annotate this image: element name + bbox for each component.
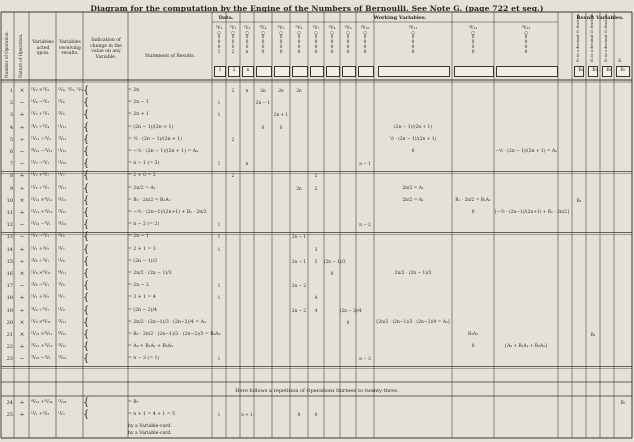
variable-card-statement: by a Variable-card. (128, 424, 172, 429)
operation-symbol: ÷ (19, 185, 25, 192)
variables-acted-upon: ¹V₉ ×⁴V₁₁ (31, 319, 51, 325)
variable-initial: 1 (217, 49, 221, 55)
variable-value-v6: 2n (296, 185, 302, 191)
header-variables-acted-upon: Variables acted upon. (32, 40, 54, 57)
variable-value-v12: 0 (471, 344, 475, 350)
variable-value-b1: B₁ (576, 197, 582, 203)
operation-symbol: − (19, 222, 25, 229)
operation-number: 15 (6, 258, 13, 265)
operation-number: 12 (6, 222, 13, 229)
variable-card-box (378, 66, 450, 77)
bernoulli-diagram-sheet: Diagram for the computation by the Engine of the Numbers of Bernoulli. See Note G. (page 722 et seq.) Data. Working Variables. Result Variables. Number of Operation. Nature of Operation. Variables acted upon. Variables receiving results. Indication of change in the value on any Variable. Statement of Results. ¹V₁ ○ 0 0 0 1 1 ¹V₂ ○ 0 0 0 2 2 ¹V₃ ○ 0 0 0 n n ⁰V₄ ○ 0 0 0 0 ⁰V₅ ○ 0 0 0 0 ⁰V₆ ○ 0 0 0 0 ⁰V₇ ○ 0 0 0 0 ⁰V₈ ○ 0 0 0 0 ⁰V₉ ○ 0 0 0 0 ⁰V₁₀ ○ 0 0 0 0 ⁰V₁₁ ○ 0 0 0 0 ⁰V₁₂ ○ 0 0 0 0 ⁰V₁₃ ○ 0 0 0 0 B₁ in a decimal O₁ fraction. B₁ B₃ in a decimal O₁ fraction. B₃ B₅ in a decimal O₁ fraction. B₅ B₇ B₇ 1 × ¹V₂ ×¹V₃ ¹V₄, ¹V₅, ¹V₆ { = 2n 2 − ¹V₄ −¹V₁ ²V₄ { = 2n − 1 3 + ¹V₅ +¹V₁ ²V₅ { = 2n + 1 4 ÷ ²V₅ ÷²V₄ ¹V₁₁ { = (2n − 1)/(2n + 1) 5 ÷ ¹V₁₁ ÷¹V₂ ²V₁₁ { = ½ · (2n − 1)/(2n + 1) 6 − ⁰V₁₃ −²V₁₁ ¹V₁₃ { = −½ · (2n − 1)/(2n + 1) = A₀ 7 − ¹V₃ −¹V₁ ¹V₁₀ { = n − 1 (= 3) 8 + ¹V₂ +⁰V₇ ¹V₇ { = 2 + 0 = 2 9 ÷ ¹V₆ ÷¹V₇ ³V₁₁ { = 2n/2 = A₁ 10 × ¹V₂₁ ×³V₁₁ ¹V₁₂ { = B₁ · 2n/2 = B₁A₁ 11 + ¹V₁₂ +¹V₁₃ ²V₁₃ { = −½ · (2n−1)/(2n+1) + B₁ · 2n/2 12 − ¹V₁₀ −¹V₁ ²V₁₀ { = n − 2 (= 2) 13 − ¹V₆ −¹V₁ ²V₆ { = 2n − 1 14 + ¹V₁ +¹V₇ ²V₇ { = 2 + 1 = 3 15 ÷ ²V₆ ÷²V₇ ¹V₈ { = (2n − 1)/3 16 × ¹V₈ ×³V₁₁ ⁴V₁₁ { = 2n/2 · (2n − 1)/3 17 − ²V₆ −¹V₁ ³V₆ { = 2n − 2 18 + ¹V₁ +²V₇ ³V₇ { = 3 + 1 = 4 19 ÷ ³V₆ ÷³V₇ ¹V₉ { = (2n − 2)/4 20 × ¹V₉ ×⁴V₁₁ ⁵V₁₁ { = 2n/2 · (2n−1)/3 · (2n−2)/4 = A₃ 21 × ¹V₂₂ ×⁵V₁₁ ⁰V₁₂ { = B₃ · 2n/2 · (2n−1)/3 · (2n−2)/3 = B₃A₃ 22 + ²V₁₂ +²V₁₃ ³V₁₃ { = A₀ + B₁A₁ + B₃A₃ 23 − ²V₁₀ −¹V₁ ³V₁₀ { = n − 3 (= 1) 24 + ⁴V₁₃ +⁰V₂₄ ¹V₂₄ { = B₇ 25 + ¹V₁ +¹V₃ ¹V₃ { = n + 1 = 4 + 1 = 5 by a Variable-card. by a Variable-card. 2 n 2n 2n 2n 1 2n − 1 1 2n + 1 0 0 (2n − 1)/(2n + 1) 2 ½ · (2n − 1)/(2n + 1) 0 −½ · (2n − 1)/(2n + 1) = A₀ 1 n n − 1 2 2 2n 2 2n/2 = A₁ 2n/2 = A₁ B₁ · 2n/2 = B₁A₁ B₁ 0 {−½ · (2n−1)/(2n+1) + B₁ · 2n/2} 1 n − 2 1 2n − 1 1 3 2n − 1 3 (2n − 1)/3 0 2n/2 · (2n − 1)/3 1 2n − 2 1 4 2n − 2 4 (2n − 2)/4 0 {2n/2 · (2n−1)/3 · (2n−2)/4 = A₃} B₃A₃ B₃ 0 {A₀ + B₁A₁ + B₃A₃} 1 n − 3 B₇ 1 n + 1 0 0 Here follows a repetition of Operations thirteen to twenty-three. (0, 0, 634, 442)
statement-of-results: = A₀ + B₁A₁ + B₃A₃ (128, 344, 173, 350)
operation-symbol: ÷ (19, 258, 25, 265)
variables-acted-upon: ¹V₂₂ ×⁵V₁₁ (31, 332, 53, 337)
variables-acted-upon: ¹V₆ ÷¹V₇ (31, 185, 50, 191)
operation-number: 23 (6, 356, 13, 363)
variable-header-3: ¹V₃ ○ 0 0 0 n (243, 26, 251, 55)
variables-acted-upon: ²V₆ −¹V₁ (31, 283, 50, 289)
variable-header-7: ⁰V₇ ○ 0 0 0 0 (312, 26, 320, 55)
variable-header-5: ⁰V₅ ○ 0 0 0 0 (277, 26, 285, 55)
operation-symbol: + (19, 400, 25, 406)
variable-initial: 0 (261, 49, 265, 55)
result-header-2: B₃ in a decimal O₁ fraction. (590, 12, 594, 62)
variable-value-v6: 0 (297, 412, 301, 417)
variables-acted-upon: ⁴V₁₃ +⁰V₂₄ (31, 400, 53, 405)
result-card-box (574, 66, 584, 77)
variables-receiving-results: ¹V₃ (58, 412, 65, 417)
result-box-label: B₁ (578, 68, 584, 73)
variables-acted-upon: ¹V₁ +¹V₇ (31, 246, 50, 252)
variable-name: ⁰V₇ (312, 26, 320, 31)
variables-acted-upon: ¹V₁₂ +¹V₁₃ (31, 210, 53, 215)
operation-symbol: − (19, 100, 25, 107)
variable-value-v7: 2 (314, 173, 318, 179)
variables-receiving-results: ¹V₁₀ (58, 161, 67, 167)
variable-value-v9: (2n − 2)/4 (340, 307, 362, 313)
operation-symbol: − (19, 161, 25, 168)
operation-number: 21 (6, 332, 13, 338)
operation-symbol: + (19, 344, 25, 351)
operation-number: 13 (6, 234, 13, 241)
statement-of-results: = (2n − 1)/(2n + 1) (128, 124, 174, 130)
variables-receiving-results: ¹V₁₃ (58, 149, 67, 154)
operation-symbol: ÷ (19, 307, 25, 314)
variable-name: ⁰V₁₃ (521, 26, 531, 31)
variable-initial: 0 (330, 49, 334, 55)
variables-acted-upon: ¹V₈ ×³V₁₁ (31, 271, 51, 276)
variable-value-v12: 0 (471, 210, 475, 215)
variable-value-v2: 2 (231, 136, 235, 142)
statement-of-results: = n − 1 (= 3) (128, 161, 160, 167)
variable-name: ⁰V₁₁ (408, 26, 418, 31)
operation-number: 22 (6, 344, 13, 351)
variables-acted-upon: ²V₁₂ +²V₁₃ (31, 344, 53, 350)
statement-of-results: = 2n + 1 (128, 112, 149, 118)
variable-card-box (274, 66, 290, 77)
variables-receiving-results: ³V₁₁ (58, 185, 67, 191)
variables-receiving-results: ²V₁₁ (58, 136, 67, 142)
variables-receiving-results: ³V₁₀ (58, 356, 67, 362)
variables-acted-upon: ¹V₄ −¹V₁ (31, 100, 50, 106)
variable-value-v4: 2n − 1 (255, 100, 271, 106)
variables-acted-upon: ¹V₂₁ ×³V₁₁ (31, 197, 53, 203)
variable-value-v1: 1 (217, 100, 221, 106)
variable-card-box (292, 66, 308, 77)
variable-value-v6: 2n − 2 (291, 307, 307, 313)
variable-value-v6: 2n − 1 (291, 234, 307, 240)
result-card-box (616, 66, 630, 77)
variables-receiving-results: ¹V₇ (58, 173, 65, 179)
variables-acted-upon: ¹V₆ −¹V₁ (31, 234, 50, 240)
statement-of-results: = −½ · (2n − 1)/(2n + 1) = A₀ (128, 149, 198, 154)
data-box-value: 2 (232, 68, 236, 73)
variable-initial: 0 (346, 49, 350, 55)
operation-symbol: + (19, 173, 25, 180)
statement-of-results: = 2n − 2 (128, 283, 149, 289)
variable-value-v2: 2 (231, 88, 235, 93)
variable-value-v4: 0 (261, 124, 265, 130)
variable-value-v7: 3 (314, 246, 318, 252)
variable-value-v6: 2n − 2 (291, 283, 307, 289)
variable-value-v8: (2n − 1)/3 (324, 258, 346, 264)
variable-value-v7: 4 (314, 295, 318, 301)
variable-header-8: ⁰V₈ ○ 0 0 0 0 (328, 26, 336, 55)
variable-value-v11: 2n/2 = A₁ (402, 185, 424, 191)
operation-symbol: × (19, 332, 25, 338)
variable-name: ⁰V₅ (277, 26, 285, 31)
result-header-3: B₅ in a decimal O₁ fraction. (604, 12, 608, 62)
operation-symbol: − (19, 283, 25, 290)
variable-name: ⁰V₁₀ (360, 26, 370, 31)
variable-value-v7: 4 (314, 307, 318, 313)
variable-initial: 0 (297, 49, 301, 55)
operation-number: 24 (6, 400, 13, 406)
variable-value-v1: 1 (217, 161, 221, 167)
variable-value-v1: 1 (217, 246, 221, 252)
variable-header-9: ⁰V₉ ○ 0 0 0 0 (344, 26, 352, 55)
variable-value-v11: 2n/2 = A₁ (402, 197, 424, 203)
variable-value-v10: n − 3 (359, 356, 371, 362)
result-box-label: B₇ (620, 68, 626, 73)
operation-symbol: + (19, 412, 25, 418)
variable-value-v5: 2n + 1 (273, 112, 289, 118)
variable-header-11: ⁰V₁₁ ○ 0 0 0 0 (408, 26, 418, 55)
variable-card-box (242, 66, 254, 77)
statement-of-results: = 2n/2 · (2n−1)/3 · (2n−2)/4 = A₃ (128, 319, 206, 325)
variables-receiving-results: ²V₄ (58, 100, 65, 106)
variables-receiving-results: ¹V₉ (58, 307, 65, 313)
operation-number: 8 (9, 173, 13, 180)
operation-symbol: + (19, 295, 25, 302)
statement-of-results: = n − 2 (= 2) (128, 222, 160, 228)
header-nature-of-operation: Nature of Operation. (18, 33, 23, 78)
variables-receiving-results: ¹V₄, ¹V₅, ¹V₆ (58, 88, 84, 93)
variable-name: ⁰V₆ (295, 26, 303, 31)
statement-of-results: = 2 + 1 = 3 (128, 246, 156, 252)
variable-value-v5: 0 (279, 124, 283, 130)
operation-number: 9 (9, 185, 13, 192)
variable-value-v3: n (245, 161, 249, 167)
variable-card-statement: by a Variable-card. (128, 431, 172, 436)
variable-value-b3: B₃ (590, 332, 596, 337)
variables-acted-upon: ¹V₁ +¹V₃ (31, 412, 50, 417)
variables-receiving-results: ⁰V₁₂ (58, 332, 67, 337)
variables-acted-upon: ¹V₂ +⁰V₇ (31, 173, 50, 179)
header-number-of-operation: Number of Operation. (4, 31, 9, 78)
operation-number: 14 (6, 246, 13, 253)
variables-acted-upon: ¹V₁₀ −¹V₁ (31, 222, 51, 228)
variables-receiving-results: ³V₇ (58, 295, 65, 301)
variable-card-box (358, 66, 374, 77)
operation-symbol: × (19, 197, 25, 204)
variables-acted-upon: ⁰V₁₃ −²V₁₁ (31, 149, 53, 154)
variable-value-v6: 2n (296, 88, 302, 93)
variable-value-v13: −½ · (2n − 1)/(2n + 1) = A₀ (495, 149, 557, 154)
operation-symbol: + (19, 112, 25, 119)
variables-acted-upon: ³V₆ ÷³V₇ (31, 307, 50, 313)
header-indication-of-change: Indication of change in the value on any Variable. (90, 38, 122, 60)
variable-value-v4: 2n (260, 88, 266, 93)
variable-name: ¹V₃ (243, 26, 251, 31)
variable-card-box (342, 66, 356, 77)
variable-value-v3: n (245, 88, 249, 93)
data-box-value: 1 (218, 68, 222, 73)
variable-initial: 0 (411, 49, 415, 55)
variable-value-v1: 1 (217, 222, 221, 228)
variable-value-v1: 1 (217, 356, 221, 362)
variables-acted-upon: ¹V₃ −¹V₁ (31, 161, 50, 167)
variable-value-v10: n − 2 (359, 222, 371, 228)
section-result-variables: Result Variables. (576, 15, 624, 21)
variable-card-box (214, 66, 226, 77)
variable-initial: 0 (314, 49, 318, 55)
operation-symbol: ÷ (19, 136, 25, 143)
variable-card-box (454, 66, 494, 77)
statement-of-results: = ½ · (2n − 1)/(2n + 1) (128, 136, 183, 142)
variable-initial: 0 (524, 49, 528, 55)
variable-initial: 0 (279, 49, 283, 55)
variable-value-v11: ½ · (2n − 1)/(2n + 1) (389, 136, 437, 142)
operation-symbol: + (19, 246, 25, 253)
variables-receiving-results: ³V₁₃ (58, 344, 67, 350)
variables-acted-upon: ²V₅ ÷²V₄ (31, 124, 50, 130)
operation-number: 2 (9, 100, 13, 107)
header-variables-receiving-results: Variables receiving results. (59, 40, 81, 57)
operation-symbol: × (19, 319, 25, 326)
variable-value-v12: B₃A₃ (468, 332, 478, 337)
variables-receiving-results: ²V₅ (58, 112, 65, 118)
section-data: Data. (218, 15, 234, 21)
variable-card-box (496, 66, 558, 77)
statement-of-results: = n − 3 (= 1) (128, 356, 160, 362)
operation-number: 5 (9, 136, 13, 143)
statement-of-results: = n + 1 = 4 + 1 = 5 (128, 412, 176, 417)
header-statement-of-results: Statement of Results. (144, 54, 196, 59)
result-card-box (602, 66, 612, 77)
variable-name: ⁰V₁₂ (468, 26, 478, 31)
variable-name: ⁰V₄ (259, 26, 267, 31)
variable-name: ¹V₂ (229, 26, 237, 31)
operation-number: 4 (9, 124, 13, 131)
statement-of-results: = 3 + 1 = 4 (128, 295, 156, 301)
operation-symbol: − (19, 356, 25, 363)
operation-number: 19 (6, 307, 13, 314)
operation-number: 17 (6, 283, 13, 290)
variables-receiving-results: ¹V₂₄ (58, 400, 67, 405)
variable-value-v3: n + 1 (241, 412, 253, 417)
variable-header-1: ¹V₁ ○ 0 0 0 1 (215, 26, 223, 55)
variables-acted-upon: ¹V₅ +¹V₁ (31, 112, 50, 118)
operation-number: 18 (6, 295, 13, 302)
variable-value-v13: {A₀ + B₁A₁ + B₃A₃} (504, 344, 548, 350)
operation-number: 16 (6, 271, 13, 277)
variables-acted-upon: ¹V₂ ×¹V₃ (31, 88, 50, 93)
result-card-box (588, 66, 598, 77)
variable-value-v11: 0 (411, 149, 415, 154)
variable-value-b7: B₇ (620, 400, 626, 405)
variables-acted-upon: ²V₆ ÷²V₇ (31, 258, 50, 264)
variables-receiving-results: ³V₆ (58, 283, 65, 289)
variables-receiving-results: ²V₆ (58, 234, 65, 240)
diagram-title: Diagram for the computation by the Engine of the Numbers of Bernoulli. See Note G. (page 722 et seq.) (90, 4, 544, 13)
variable-header-2: ¹V₂ ○ 0 0 0 2 (229, 26, 237, 55)
variable-value-v7: 3 (314, 258, 318, 264)
operation-symbol: × (19, 271, 25, 277)
variable-value-v1: 1 (217, 112, 221, 118)
operation-symbol: − (19, 234, 25, 241)
statement-of-results: = B₁ · 2n/2 = B₁A₁ (128, 197, 171, 203)
operation-symbol: − (19, 149, 25, 155)
variables-receiving-results: ¹V₁₂ (58, 197, 67, 203)
variable-initial: n (245, 49, 249, 55)
statement-of-results: = (2n − 2)/4 (128, 307, 157, 313)
statement-of-results: = 2 + 0 = 2 (128, 173, 156, 179)
variable-initial: 0 (363, 49, 367, 55)
result-box-label: B₃ (592, 68, 598, 73)
variables-acted-upon: ¹V₁ +²V₇ (31, 295, 50, 301)
statement-of-results: = 2n (128, 88, 140, 93)
operation-symbol: + (19, 210, 25, 216)
operation-number: 1 (9, 88, 13, 94)
statement-of-results: = −½ · (2n−1)/(2n+1) + B₁ · 2n/2 (128, 210, 207, 215)
variable-value-v1: 1 (217, 234, 221, 240)
variable-value-v7: 2 (314, 185, 318, 191)
statement-of-results: = B₇ (128, 400, 139, 405)
result-header-1: B₁ in a decimal O₁ fraction. (576, 12, 580, 62)
variable-value-v13: {−½ · (2n−1)/(2n+1) + B₁ · 2n/2} (494, 210, 570, 215)
variable-value-v1: 1 (217, 295, 221, 301)
result-box-label: B₅ (606, 68, 612, 73)
operation-symbol: × (19, 88, 25, 94)
result-header-4: B₇ (618, 57, 622, 62)
variable-header-12: ⁰V₁₂ ○ 0 0 0 0 (468, 26, 478, 55)
variables-receiving-results: ²V₇ (58, 246, 65, 252)
variable-value-v8: 0 (330, 271, 334, 276)
variables-receiving-results: ⁴V₁₁ (58, 271, 67, 276)
operation-number: 25 (6, 412, 13, 418)
variable-initial: 2 (231, 49, 235, 55)
variables-receiving-results: ¹V₈ (58, 258, 65, 264)
variable-header-13: ⁰V₁₃ ○ 0 0 0 0 (521, 26, 531, 55)
variable-initial: 0 (471, 49, 475, 55)
statement-of-results: = 2n − 1 (128, 234, 149, 240)
variable-value-v10: n − 1 (359, 161, 371, 167)
section-working-variables: Working Variables. (373, 15, 427, 21)
operation-number: 11 (6, 210, 13, 216)
variable-name: ⁰V₈ (328, 26, 336, 31)
variables-acted-upon: ¹V₁₁ ÷¹V₂ (31, 136, 51, 142)
variable-header-10: ⁰V₁₀ ○ 0 0 0 0 (360, 26, 370, 55)
data-box-value: n (246, 68, 250, 73)
variables-acted-upon: ²V₁₀ −¹V₁ (31, 356, 51, 362)
variable-value-v11: (2n − 1)/(2n + 1) (393, 124, 433, 130)
operation-number: 3 (9, 112, 13, 119)
variables-receiving-results: ²V₁₃ (58, 210, 67, 215)
variable-value-v11: 2n/2 · (2n − 1)/3 (394, 271, 432, 276)
variable-value-v7: 0 (314, 412, 318, 417)
variable-value-v6: 2n − 1 (291, 258, 307, 264)
variables-receiving-results: ²V₁₀ (58, 222, 67, 228)
variable-name: ¹V₁ (215, 26, 223, 31)
variable-value-v9: 0 (346, 319, 350, 325)
operation-number: 6 (9, 149, 13, 155)
variable-card-box (256, 66, 272, 77)
variable-header-4: ⁰V₄ ○ 0 0 0 0 (259, 26, 267, 55)
statement-of-results: = (2n − 1)/3 (128, 258, 157, 264)
statement-of-results: = 2n − 1 (128, 100, 149, 106)
variables-receiving-results: ⁵V₁₁ (58, 319, 67, 325)
operation-number: 7 (9, 161, 13, 168)
variable-card-box (326, 66, 340, 77)
variable-name: ⁰V₉ (344, 26, 352, 31)
variable-header-6: ⁰V₆ ○ 0 0 0 0 (295, 26, 303, 55)
statement-of-results: = B₃ · 2n/2 · (2n−1)/3 · (2n−2)/3 = B₃A₃ (128, 332, 221, 337)
variables-receiving-results: ¹V₁₁ (58, 124, 67, 130)
variable-card-box (310, 66, 324, 77)
repetition-note: Here follows a repetition of Operations thirteen to twenty-three. (235, 388, 399, 394)
variable-value-v12: B₁ · 2n/2 = B₁A₁ (455, 197, 491, 203)
operation-symbol: ÷ (19, 124, 25, 131)
operation-number: 10 (6, 197, 13, 204)
variable-card-box (228, 66, 240, 77)
variable-value-v5: 2n (278, 88, 284, 93)
variable-value-v2: 2 (231, 173, 235, 179)
statement-of-results: = 2n/2 = A₁ (128, 185, 156, 191)
statement-of-results: = 2n/2 · (2n − 1)/3 (128, 271, 172, 276)
variable-value-v1: 1 (217, 283, 221, 289)
variable-value-v11: {2n/2 · (2n−1)/3 · (2n−2)/4 = A₃} (375, 319, 451, 325)
variable-value-v1: 1 (217, 412, 221, 417)
operation-number: 20 (6, 319, 13, 326)
